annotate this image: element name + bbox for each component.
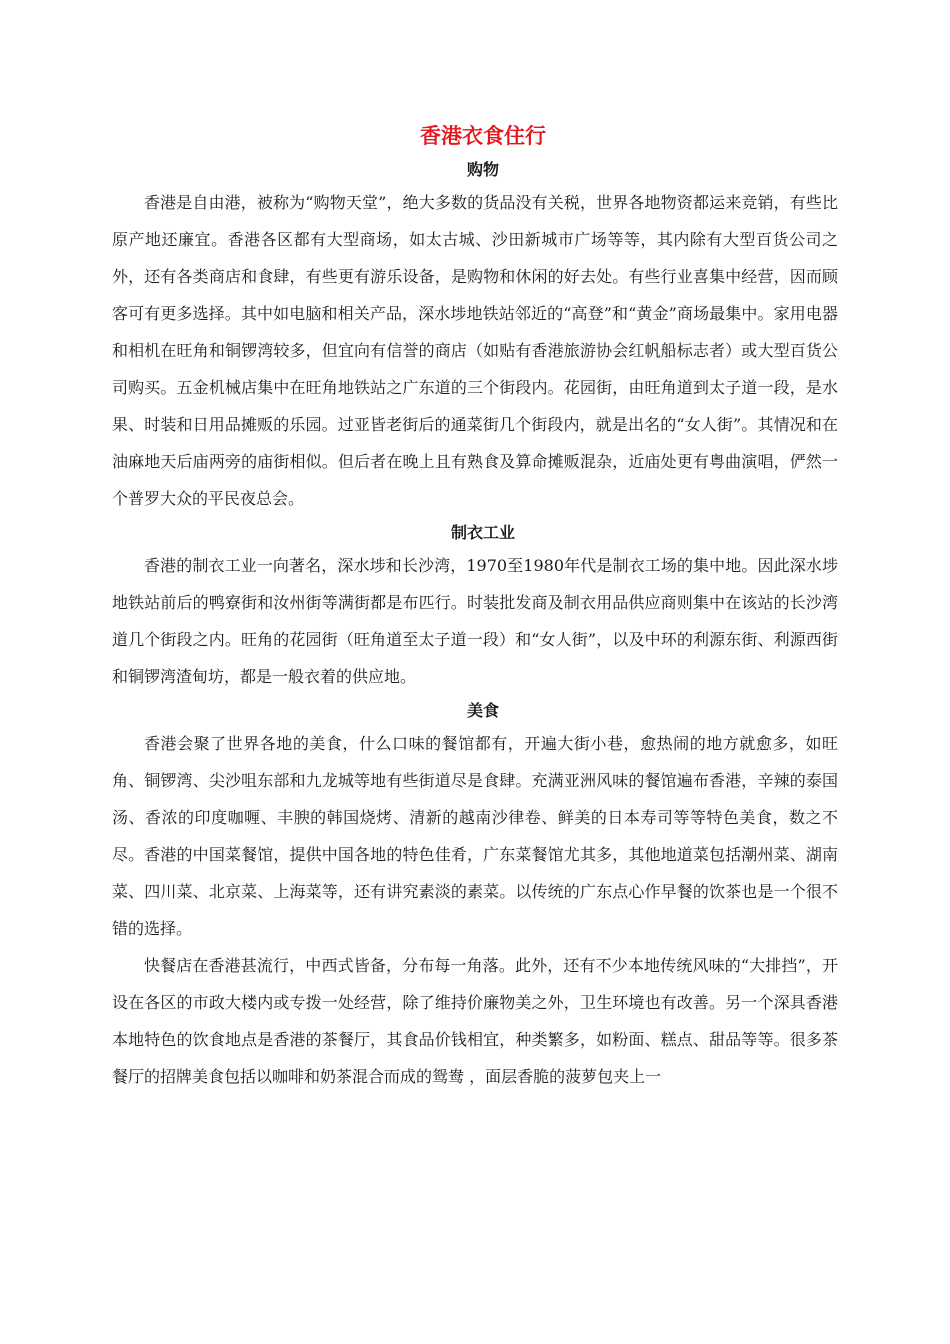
section-heading-food: 美食 [466, 701, 499, 720]
paragraph-garment-industry: 香港的制衣工业一向著名，深水埗和长沙湾，1970至1980年代是制衣工场的集中地。因此深水埗地铁站前后的鸭寮街和汝州街等满街都是布匹行。时装批发商及制衣用品供应商则集中在该站的长沙湾道几个街段之内。旺角的花园街（旺角道至太子道一段）和“女人街”，以及中环的利源东街、利源西街和铜锣湾渣甸坊，都是一般衣着的供应地。 [112, 556, 838, 686]
document-page [112, 118, 838, 1095]
paragraph-food-1: 香港会聚了世界各地的美食，什么口味的餐馆都有，开遍大街小巷，愈热闹的地方就愈多，如旺角、铜锣湾、尖沙咀东部和九龙城等地有些街道尽是食肆。充满亚洲风味的餐馆遍布香港，辛辣的泰国汤、香浓的印度咖喱、丰腴的韩国烧烤、清新的越南沙律卷、鲜美的日本寿司等等特色美食，数之不尽。香港的中国菜餐馆，提供中国各地的特色佳肴，广东菜餐馆尤其多，其他地道菜包括潮州菜、湖南菜、四川菜、北京菜、上海菜等，还有讲究素淡的素菜。以传统的广东点心作早餐的饮茶也是一个很不错的选择。 [112, 734, 838, 938]
document-title: 香港衣食住行 [420, 123, 546, 148]
paragraph-food-2: 快餐店在香港甚流行，中西式皆备，分布每一角落。此外，还有不少本地传统风味的“大排挡”，开设在各区的市政大楼内或专拨一处经营，除了维持价廉物美之外，卫生环境也有改善。另一个深具香港本地特色的饮食地点是香港的茶餐厅，其食品价钱相宜，种类繁多，如粉面、糕点、甜品等等。很多茶餐厅的招牌美食包括以咖啡和奶茶混合而成的鸳鸯 ，面层香脆的菠萝包夹上一 [112, 956, 838, 1086]
section-heading-shopping: 购物 [466, 160, 499, 179]
paragraph-shopping: 香港是自由港，被称为“购物天堂”，绝大多数的货品没有关税，世界各地物资都运来竞销，有些比原产地还廉宜。香港各区都有大型商场，如太古城、沙田新城市广场等等，其内除有大型百货公司之外，还有各类商店和食肆，有些更有游乐设备，是购物和休闲的好去处。有些行业喜集中经营，因而顾客可有更多选择。其中如电脑和相关产品，深水埗地铁站邻近的“高登”和“黄金”商场最集中。家用电器和相机在旺角和铜锣湾较多，但宜向有信誉的商店（如贴有香港旅游协会红帆船标志者）或大型百货公司购买。五金机械店集中在旺角地铁站之广东道的三个街段内。花园街，由旺角道到太子道一段，是水果、时装和日用品摊贩的乐园。过亚皆老街后的通菜街几个街段内，就是出名的“女人街”。其情况和在油麻地天后庙两旁的庙街相似。但后者在晚上且有熟食及算命摊贩混杂，近庙处更有粤曲演唱，俨然一个普罗大众的平民夜总会。 [112, 193, 838, 508]
section-heading-garment-industry: 制衣工业 [450, 523, 515, 542]
